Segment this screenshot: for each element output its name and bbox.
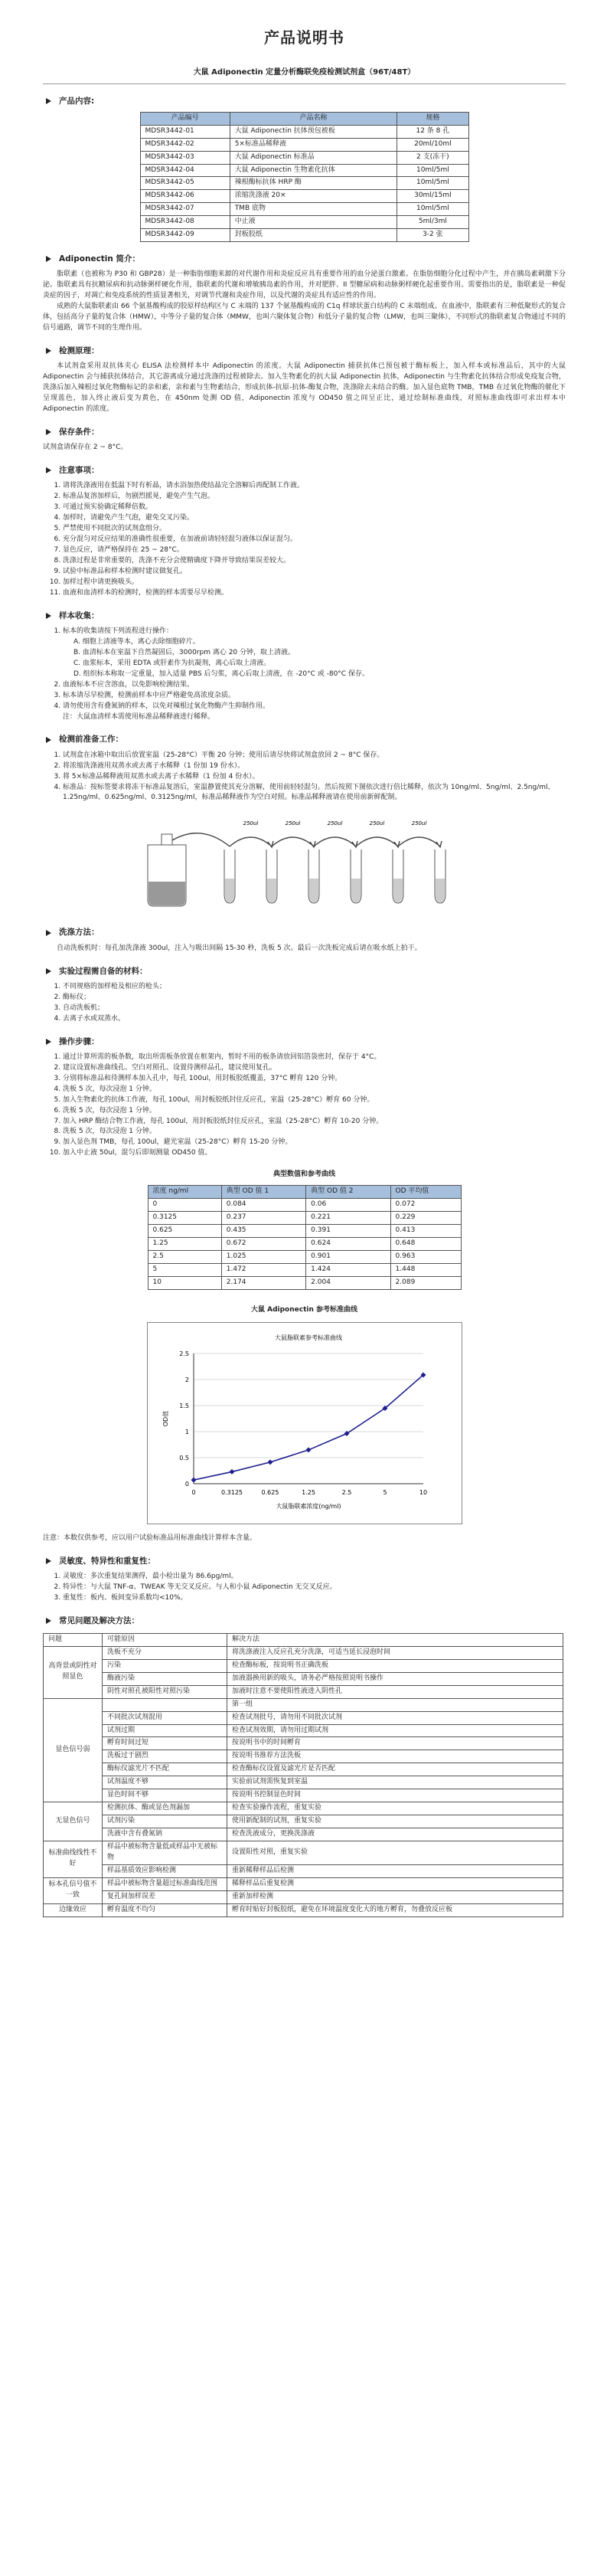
table-cell: 20ml/10ml: [397, 138, 468, 151]
arrow-bullet-icon: [46, 930, 51, 936]
intro-paragraph: 成熟的大鼠脂联素由 66 个氨基酸构成的胶原样结构区与 C 末端的 137 个氨基酸构成的 C1q 样球状蛋白结构的 C 末端组成。在血液中，脂联素有三种低聚形式的复合体，包括高分子量的复合体（HMW），中等分子量的复合体（MMW，也叫六聚体复合物）和低分子量的复合物（LMW，也叫三聚体），不同形式的脂联素复合物通过不同的信号通路，调节不同的生理作用。: [43, 303, 566, 332]
table-header-cell: 规格: [397, 112, 468, 125]
table-cell: 30ml/15ml: [397, 190, 468, 203]
performance-list: [43, 1572, 566, 1604]
section-heading: 检测前准备工作：: [59, 735, 123, 745]
components-table: [140, 112, 469, 242]
section-heading: 检测原理：: [59, 346, 100, 356]
principle-section: [43, 345, 566, 415]
sub-item: A. 细胞上清液等本，离心去除细胞碎片。: [73, 637, 200, 646]
list-item: 5. 加入生物素化的抗体工作液，每孔 100ul，用封板胶纸封住反应孔，室温（25-28°C）孵育 60 分钟。: [63, 1095, 566, 1106]
arrow-bullet-icon: [46, 1618, 51, 1624]
table-row: [44, 1724, 563, 1737]
table-cell: 大鼠 Adiponectin 标准品: [230, 151, 397, 164]
faq-cause-cell: 样品中被标物含量超过标准曲线范围: [103, 1877, 227, 1890]
table-cell: 12 条 8 孔: [397, 125, 468, 138]
table-cell: 1.424: [306, 1263, 390, 1276]
prep-section: [43, 733, 566, 915]
notes-list: [43, 481, 566, 598]
stock-bottle-icon: [148, 834, 186, 906]
table-cell: 3-2 张: [397, 229, 468, 242]
table-header-cell: 问题: [44, 1633, 103, 1646]
arrow-bullet-icon: [46, 1039, 51, 1045]
arrow-bullet-icon: [46, 968, 51, 974]
table-row: [140, 151, 468, 164]
y-tick-label: 0: [184, 1480, 189, 1488]
section-heading: 灵敏度、特异性和重复性：: [59, 1556, 155, 1566]
table-cell: MDSR3442-03: [140, 151, 230, 164]
list-item: 2. 酶标仪；: [63, 993, 566, 1003]
table-cell: MDSR3442-02: [140, 138, 230, 151]
faq-cause-cell: 试剂温度不够: [103, 1776, 227, 1789]
table-row: [44, 1877, 563, 1890]
arrow-bullet-icon: [46, 429, 51, 435]
transfer-arrow-icon: [356, 837, 398, 846]
transfer-volume-label: 250ul: [285, 820, 300, 827]
list-item: 2. 建议设置标准曲线孔、空白对照孔、设置待测样品孔，建议使用复孔。: [63, 1063, 566, 1074]
table-row: [44, 1659, 563, 1672]
faq-cause-cell: 洗液中含有叠氮钠: [103, 1828, 227, 1841]
table-row: [44, 1737, 563, 1750]
table-cell: 2.004: [306, 1276, 390, 1289]
list-item: 1. 灵敏度：多次重复结果测得，最小检出量为 86.6pg/ml。: [63, 1572, 566, 1583]
tube-liquid: [436, 879, 445, 902]
faq-cause-cell: [103, 1698, 227, 1711]
transfer-arrow-icon: [314, 837, 356, 846]
standard-curve-chart: [147, 1322, 462, 1524]
y-tick-label: 0.5: [178, 1454, 189, 1461]
table-cell: MDSR3442-04: [140, 164, 230, 177]
table-cell: 5×标准品稀释液: [230, 138, 397, 151]
table-row: [140, 229, 468, 242]
faq-solution-cell: 稀释样品后重复检测: [227, 1877, 563, 1890]
table-cell: 0.625: [148, 1225, 221, 1238]
table-cell: 0.06: [306, 1199, 390, 1212]
table-row: [44, 1841, 563, 1864]
table-cell: 0.435: [221, 1225, 305, 1238]
table-cell: 0.624: [306, 1237, 390, 1250]
table-cell: 0: [148, 1199, 221, 1212]
table-row: [44, 1828, 563, 1841]
tube-liquid: [393, 879, 403, 902]
table-cell: 0.084: [221, 1199, 305, 1212]
section-heading: 产品内容:: [59, 96, 95, 106]
table-cell: 大鼠 Adiponectin 生物素化抗体: [230, 164, 397, 177]
table-row: [44, 1815, 563, 1828]
list-item: 3. 可通过预实验确定稀释倍数。: [63, 502, 566, 513]
dilution-tubes-illustration: [125, 808, 485, 915]
tube-liquid: [351, 879, 361, 902]
y-tick-label: 2: [184, 1376, 189, 1383]
table-row: [140, 216, 468, 229]
transfer-arrow-icon: [230, 837, 272, 846]
faq-cause-cell: 酶标仪滤光片不匹配: [103, 1763, 227, 1776]
faq-solution-cell: 检查实验操作流程，重复实验: [227, 1802, 563, 1815]
faq-cause-cell: 试剂过期: [103, 1724, 227, 1737]
faq-solution-cell: 检查试剂批号，请勿用不同批次试剂: [227, 1711, 563, 1724]
transfer-volume-label: 250ul: [369, 820, 384, 827]
section-heading: 保存条件：: [59, 427, 100, 437]
steps-list: [43, 1052, 566, 1159]
faq-cause-cell: 酶液污染: [103, 1672, 227, 1685]
steps-section: [43, 1036, 566, 1160]
list-item: 1. 请将洗涤液用在低温下时有析晶，请水浴加热使结晶完全溶解后再配制工作液。: [63, 481, 566, 492]
table-row: [140, 177, 468, 190]
table-cell: 2 支(冻干): [397, 151, 468, 164]
faq-solution-cell: 重新稀释样品后检测: [227, 1864, 563, 1877]
table-cell: 10ml/5ml: [397, 177, 468, 190]
list-item: 4. 洗板 5 次，每次浸泡 1 分钟。: [63, 1085, 566, 1095]
sample-note: 注：大鼠血清样本需使用标准品稀释液进行稀释。: [63, 712, 215, 721]
sub-item: B. 血清标本在室温下自然凝固后，3000rpm 离心 20 分钟，取上清液。: [73, 648, 295, 656]
list-item: 2. 标准品复溶加样后，勿剧烈摇晃，避免产生气泡。: [63, 492, 566, 502]
faq-solution-cell: 按说明书推荐方法洗板: [227, 1750, 563, 1763]
faq-cause-cell: 显色时间不够: [103, 1789, 227, 1802]
faq-solution-cell: 实验前试剂需恢复到室温: [227, 1776, 563, 1789]
faq-problem-cell: 无显色信号: [44, 1802, 103, 1841]
dilution-diagram: [43, 808, 566, 915]
table-row: [148, 1199, 461, 1212]
std-table-caption: 典型数值和参考曲线: [272, 1170, 335, 1179]
faq-cause-cell: 洗板过于剧烈: [103, 1750, 227, 1763]
table-row: [140, 125, 468, 138]
faq-solution-cell: 检查酶标板，按说明书正确洗板: [227, 1659, 563, 1672]
list-item: 1. 标本的收集请按下列流程进行操作： A. 细胞上清液等本，离心去除细胞碎片。 B. 血清标本在室温下自然凝固后，3000rpm 离心 20 分钟，取上清液。 C. 血浆标本，采用 EDTA 或肝素作为抗凝剂，离心后取上清液。 D. 组织标本称取一定重量，加入适量 PBS 后匀浆，离心后取上清液，在 -20°C 或 -80°C 保存。: [63, 627, 566, 680]
list-item: 3. 重复性：板内、板间变异系数均<10%。: [63, 1593, 566, 1604]
transfer-volume-label: 250ul: [243, 820, 258, 827]
table-row: [44, 1672, 563, 1685]
faq-problem-cell: 边缘效应: [44, 1903, 103, 1916]
table-row: [44, 1750, 563, 1763]
data-point: [305, 1447, 311, 1452]
faq-solution-cell: 加液时注意不要使阳性液进入阴性孔: [227, 1685, 563, 1698]
performance-section: [43, 1555, 566, 1604]
list-item: 11. 血液和血清样本的检测时，检测的样本需要尽早检测。: [63, 588, 566, 599]
faq-cause-cell: 复孔间加样误差: [103, 1890, 227, 1903]
tube-liquid: [267, 879, 276, 902]
table-row: [44, 1864, 563, 1877]
list-item: 4. 去离子水或双蒸水。: [63, 1014, 566, 1025]
table-cell: 1.25: [148, 1237, 221, 1250]
x-tick-label: 1.25: [301, 1488, 315, 1496]
table-cell: 0.237: [221, 1212, 305, 1225]
table-cell: 2.5: [148, 1250, 221, 1263]
table-cell: 1.025: [221, 1250, 305, 1263]
x-tick-label: 10: [419, 1488, 427, 1496]
list-item: 10. 加样过程中请更换吸头。: [63, 578, 566, 588]
arrow-bullet-icon: [46, 737, 51, 743]
table-row: [140, 190, 468, 203]
y-axis-label: OD值: [162, 1410, 169, 1426]
intro-section: [43, 253, 566, 334]
list-item: 1. 不同规格的加样枪及相应的枪头；: [63, 982, 566, 993]
table-header-cell: 解决方法: [227, 1633, 563, 1646]
arrow-bullet-icon: [46, 98, 51, 104]
table-cell: 1.448: [390, 1263, 461, 1276]
faq-table: [43, 1633, 563, 1917]
table-header-cell: 产品名称: [230, 112, 397, 125]
list-item: 7. 加入 HRP 酶结合物工作液，每孔 100ul，用封板胶纸封住反应孔，室温（25-28°C）孵育 10-20 分钟。: [63, 1117, 566, 1128]
table-cell: 0.3125: [148, 1212, 221, 1225]
table-cell: 0.672: [221, 1237, 305, 1250]
faq-solution-cell: 将洗涤液注入反应孔充分洗涤，可适当延长浸泡时间: [227, 1646, 563, 1659]
list-item: 6. 充分混匀对反应结果的准确性很重要，在加液前请轻轻混匀液体以保证混匀。: [63, 535, 566, 545]
storage-section: [43, 426, 566, 453]
table-cell: 2.089: [390, 1276, 461, 1289]
section-heading: 实验过程需自备的材料：: [59, 966, 148, 976]
list-item: 1. 试剂盒在冰箱中取出后放置室温（25-28°C）平衡 20 分钟；使用后请尽快将试剂盒放回 2 ~ 8°C 保存。: [63, 751, 566, 761]
x-tick-label: 5: [382, 1488, 387, 1496]
table-cell: 0.391: [306, 1225, 390, 1238]
table-row: [148, 1250, 461, 1263]
faq-cause-cell: 孵育时间过短: [103, 1737, 227, 1750]
storage-text: 试剂盒请保存在 2 ~ 8°C。: [43, 444, 128, 452]
section-heading: Adiponectin 简介：: [59, 254, 141, 264]
chart-note: 注意：本数仅供参考，应以用户试验标准品用标准曲线计算样本含量。: [43, 1533, 257, 1542]
table-row: [140, 203, 468, 216]
list-item: 8. 洗板 5 次，每次浸泡 1 分钟。: [63, 1127, 566, 1137]
table-cell: MDSR3442-08: [140, 216, 230, 229]
principle-paragraph: 本试剂盒采用双抗体夹心 ELISA 法检测样本中 Adiponectin 的浓度。大鼠 Adiponectin 捕获抗体已预包被于酶标板上，加入样本或标准品后，其中的大鼠 Adiponectin 会与捕获抗体结合，其它游离成分通过洗涤的过程被除去。加入生物素化的抗大鼠 Adiponectin 抗体，Adiponectin 与生物素化抗体结合形成免疫复合物，洗涤后加入辣根过氧化物酶标记的亲和素，亲和素与生物素结合，形成抗体-抗原-抗体-酶复合物，洗涤除去未结合的酶。加入显色底物 TMB，TMB 在过氧化物酶的催化下呈现蓝色，加入终止液后变为黄色，在 450nm 处测 OD 值，Adiponectin 浓度与 OD450 值之间呈正比，通过绘制标准曲线，对照标准曲线即可求出样本中 Adiponectin 的浓度。: [43, 362, 566, 414]
section-heading: 操作步骤：: [59, 1036, 100, 1046]
table-row: [148, 1225, 461, 1238]
list-item: 3. 将 5×标准品稀释液用双蒸水或去离子水稀释（1 份加 4 份水）。: [63, 772, 566, 783]
faq-cause-cell: 样品基质效应影响检测: [103, 1864, 227, 1877]
table-cell: 0.963: [390, 1250, 461, 1263]
faq-problem-cell: 显色信号弱: [44, 1698, 103, 1802]
list-item: 7. 显色反应，请严格保持在 25 ~ 28°C。: [63, 545, 566, 556]
section-heading: 样本收集：: [59, 610, 100, 620]
chart-title: 大鼠脂联素参考标准曲线: [274, 1334, 342, 1341]
arrow-bullet-icon: [46, 256, 51, 262]
table-cell: 大鼠 Adiponectin 抗体预包被板: [230, 125, 397, 138]
x-tick-label: 2.5: [341, 1488, 351, 1496]
faq-section: [43, 1615, 566, 1917]
table-row: [44, 1698, 563, 1711]
materials-list: [43, 982, 566, 1025]
table-cell: 10ml/5ml: [397, 203, 468, 216]
table-header-cell: 可能原因: [103, 1633, 227, 1646]
table-cell: 1.472: [221, 1263, 305, 1276]
table-header-cell: 浓度 ng/ml: [148, 1186, 221, 1199]
table-cell: 5ml/3ml: [397, 216, 468, 229]
y-tick-label: 1.5: [178, 1402, 189, 1409]
sub-item: D. 组织标本称取一定重量，加入适量 PBS 后匀浆，离心后取上清液，在 -20°C 或 -80°C 保存。: [73, 669, 369, 678]
table-cell: 0.221: [306, 1212, 390, 1225]
table-cell: 5: [148, 1263, 221, 1276]
faq-cause-cell: 检测抗体、酶或显色剂漏加: [103, 1802, 227, 1815]
faq-solution-cell: 设置阳性对照，重复实验: [227, 1841, 563, 1864]
y-tick-label: 1: [184, 1428, 189, 1435]
table-cell: 0.072: [390, 1199, 461, 1212]
table-cell: 0.229: [390, 1212, 461, 1225]
table-row: [148, 1212, 461, 1225]
arrow-bullet-icon: [46, 467, 51, 473]
table-row: [140, 138, 468, 151]
table-cell: MDSR3442-01: [140, 125, 230, 138]
components-section: [43, 95, 566, 243]
table-row: [44, 1685, 563, 1698]
list-item: 3. 自动洗板机；: [63, 1003, 566, 1014]
faq-cause-cell: 污染: [103, 1659, 227, 1672]
y-tick-label: 2.5: [178, 1350, 189, 1357]
table-row: [44, 1763, 563, 1776]
x-axis-label: 大鼠脂联素浓度(ng/ml): [275, 1502, 341, 1510]
arrow-bullet-icon: [46, 348, 51, 354]
table-row: [148, 1276, 461, 1289]
faq-cause-cell: 孵育温度不均匀: [103, 1903, 227, 1916]
faq-problem-cell: 标准曲线线性不好: [44, 1841, 103, 1877]
section-heading: 常见问题及解决方法：: [59, 1615, 139, 1625]
list-item: 9. 试验中标准品和样本检测时建议做复孔。: [63, 567, 566, 578]
faq-solution-cell: 孵育时贴好封板胶纸，避免在环境温度变化大的地方孵育，勿叠放反应板: [227, 1903, 563, 1916]
standard-values-table: [148, 1185, 462, 1290]
table-row: [148, 1237, 461, 1250]
table-row: [44, 1646, 563, 1659]
sample-list: [43, 627, 566, 712]
x-tick-label: 0.625: [261, 1488, 279, 1496]
faq-cause-cell: 样品中被标物含量低或样品中无被标物: [103, 1841, 227, 1864]
data-point: [229, 1469, 234, 1475]
table-cell: 10: [148, 1276, 221, 1289]
table-header-cell: 典型 OD 值 1: [221, 1186, 305, 1199]
list-item: 3. 标本请尽早检测，检测前样本中应严格避免高浓度杂质。: [63, 691, 566, 702]
list-item: 1. 通过计算所需的板条数，取出所需板条放置在框架内，暂时不用的板条请放回铝箔袋密封，保存于 4°C。: [63, 1052, 566, 1063]
tube-liquid: [225, 879, 234, 902]
faq-solution-cell: 第一组: [227, 1698, 563, 1711]
list-item: 4. 标准品：按标签要求将冻干标准品复溶后，室温静置使其充分溶解，使用前轻轻混匀。然后按照下图依次进行倍比稀释，依次为 10ng/ml、5ng/ml、2.5ng/ml、1.25ng/ml、0.625ng/ml、0.3125ng/ml，标准品稀释液作为空白对照。标准品稀释液请在使用前新鲜配制。: [63, 783, 566, 804]
standard-curve-svg: [148, 1323, 462, 1524]
series-line: [194, 1375, 423, 1480]
table-row: [44, 1789, 563, 1802]
wash-section: [43, 926, 566, 954]
table-cell: 浓缩洗涤液 20×: [230, 190, 397, 203]
list-item: 4. 加样时，请避免产生气泡，避免交叉污染。: [63, 513, 566, 524]
table-cell: MDSR3442-05: [140, 177, 230, 190]
faq-solution-cell: 按说明书控制显色时间: [227, 1789, 563, 1802]
title-divider: [43, 83, 566, 84]
faq-solution-cell: 加液器换用新的吸头，请务必严格按照说明书操作: [227, 1672, 563, 1685]
table-cell: 0.901: [306, 1250, 390, 1263]
faq-solution-cell: 按说明书中的时间孵育: [227, 1737, 563, 1750]
transfer-arrow-icon: [398, 837, 440, 846]
faq-solution-cell: 使用新配制的试剂，重复实验: [227, 1815, 563, 1828]
transfer-volume-label: 250ul: [411, 820, 426, 827]
faq-cause-cell: 试剂污染: [103, 1815, 227, 1828]
faq-solution-cell: 检查试剂效期，请勿用过期试剂: [227, 1724, 563, 1737]
list-item: 2. 特异性：与大鼠 TNF-α、TWEAK 等无交叉反应。与人和小鼠 Adiponectin 无交叉反应。: [63, 1583, 566, 1593]
faq-problem-cell: 高背景或阴性对照显色: [44, 1646, 103, 1698]
table-row: [148, 1263, 461, 1276]
transfer-volume-label: 250ul: [327, 820, 342, 827]
faq-problem-cell: 标本孔信号值不一致: [44, 1877, 103, 1903]
list-item: 3. 分别将标准品和待测样本加入孔中，每孔 100ul，用封板胶纸覆盖，37°C 孵育 120 分钟。: [63, 1074, 566, 1085]
materials-section: [43, 965, 566, 1025]
table-header-cell: 典型 OD 值 2: [306, 1186, 390, 1199]
arrow-bullet-icon: [46, 1558, 51, 1564]
table-cell: MDSR3442-07: [140, 203, 230, 216]
transfer-arrow-icon: [272, 837, 314, 846]
list-item: 2. 将浓缩洗涤液用双蒸水或去离子水稀释（1 份加 19 份水）。: [63, 761, 566, 772]
table-row: [44, 1890, 563, 1903]
table-row: [44, 1802, 563, 1815]
table-row: [44, 1903, 563, 1916]
sub-item: C. 血浆标本，采用 EDTA 或肝素作为抗凝剂，离心后取上清液。: [73, 659, 271, 667]
table-header-cell: OD 平均值: [390, 1186, 461, 1199]
intro-paragraph: 脂联素（也被称为 P30 和 GBP28）是一种脂肪细胞来源的对代谢作用和炎症反应具有重要作用的血分泌蛋白激素。在脂肪细胞分化过程中产生，并在胰岛素刺激下分泌。脂联素具有抗糖尿病和抗动脉粥样硬化作用，脂联素的代谢和增敏胰岛素的作用，并对肥胖、II 型糖尿病和动脉粥样硬化起重要作用。需要指出的是，脂联素是一种促炎症的因子，对凋亡和免疫系统的性质显著相关，对调节代谢和炎症作用，以及代谢的炎症具有适应性的作用。: [43, 270, 566, 300]
list-item: 2. 血液标本不应含溶血，以免影响检测结果。: [63, 680, 566, 691]
prep-list: [43, 751, 566, 804]
table-cell: 0.648: [390, 1237, 461, 1250]
table-row: [44, 1776, 563, 1789]
table-row: [140, 164, 468, 177]
table-cell: TMB 底物: [230, 203, 397, 216]
table-cell: 辣根酶标抗体 HRP 酶: [230, 177, 397, 190]
table-cell: 10ml/5ml: [397, 164, 468, 177]
page-title: 产品说明书: [264, 28, 344, 47]
table-header-cell: 产品编号: [140, 112, 230, 125]
table-cell: MDSR3442-09: [140, 229, 230, 242]
list-item: 6. 洗板 5 次，每次浸泡 1 分钟。: [63, 1106, 566, 1117]
list-item: 9. 加入显色剂 TMB，每孔 100ul，避光室温（25-28°C）孵育 15-20 分钟。: [63, 1137, 566, 1148]
notes-section: [43, 464, 566, 599]
sample-section: [43, 610, 566, 723]
list-item: 8. 洗涤过程是非常重要的，洗涤不充分会使精确度下降并导致结果误差较大。: [63, 556, 566, 567]
section-heading: 注意事项：: [59, 466, 100, 476]
table-cell: 2.174: [221, 1276, 305, 1289]
data-point: [191, 1477, 196, 1482]
table-cell: 封板胶纸: [230, 229, 397, 242]
product-subtitle: 大鼠 Adiponectin 定量分析酶联免疫检测试剂盒（96T/48T）: [193, 68, 416, 77]
arrow-bullet-icon: [46, 613, 51, 619]
table-row: [44, 1711, 563, 1724]
table-cell: MDSR3442-06: [140, 190, 230, 203]
faq-cause-cell: 不同批次试剂混用: [103, 1711, 227, 1724]
faq-cause-cell: 洗板不充分: [103, 1646, 227, 1659]
tube-liquid: [309, 879, 318, 902]
list-item: 10. 加入中止液 50ul，混匀后即刻测量 OD450 值。: [63, 1148, 566, 1159]
data-point: [267, 1459, 272, 1465]
list-item: 5. 严禁使用不同批次的试剂盒组分。: [63, 524, 566, 535]
faq-solution-cell: 检查洗液成分，更换洗涤液: [227, 1828, 563, 1841]
chart-caption: 大鼠 Adiponectin 参考标准曲线: [250, 1305, 358, 1314]
transfer-arrow-icon: [172, 833, 230, 846]
faq-cause-cell: 阴性对照孔被阳性对照污染: [103, 1685, 227, 1698]
x-tick-label: 0.3125: [220, 1488, 243, 1496]
faq-solution-cell: 重新加样检测: [227, 1890, 563, 1903]
faq-solution-cell: 检查酶标仪设置及滤光片是否匹配: [227, 1763, 563, 1776]
table-cell: 0.413: [390, 1225, 461, 1238]
x-tick-label: 0: [191, 1488, 196, 1496]
table-cell: 中止液: [230, 216, 397, 229]
section-heading: 洗涤方法：: [59, 928, 100, 938]
list-item: 4. 请勿使用含有叠氮钠的样本，以免对辣根过氧化物酶产生抑制作用。: [63, 702, 566, 712]
wash-text: 自动洗板机时：每孔加洗涤液 300ul，注入与吸出间隔 15-30 秒，洗板 5 次。最后一次洗板完成后请在吸水纸上拍干。: [57, 944, 422, 952]
